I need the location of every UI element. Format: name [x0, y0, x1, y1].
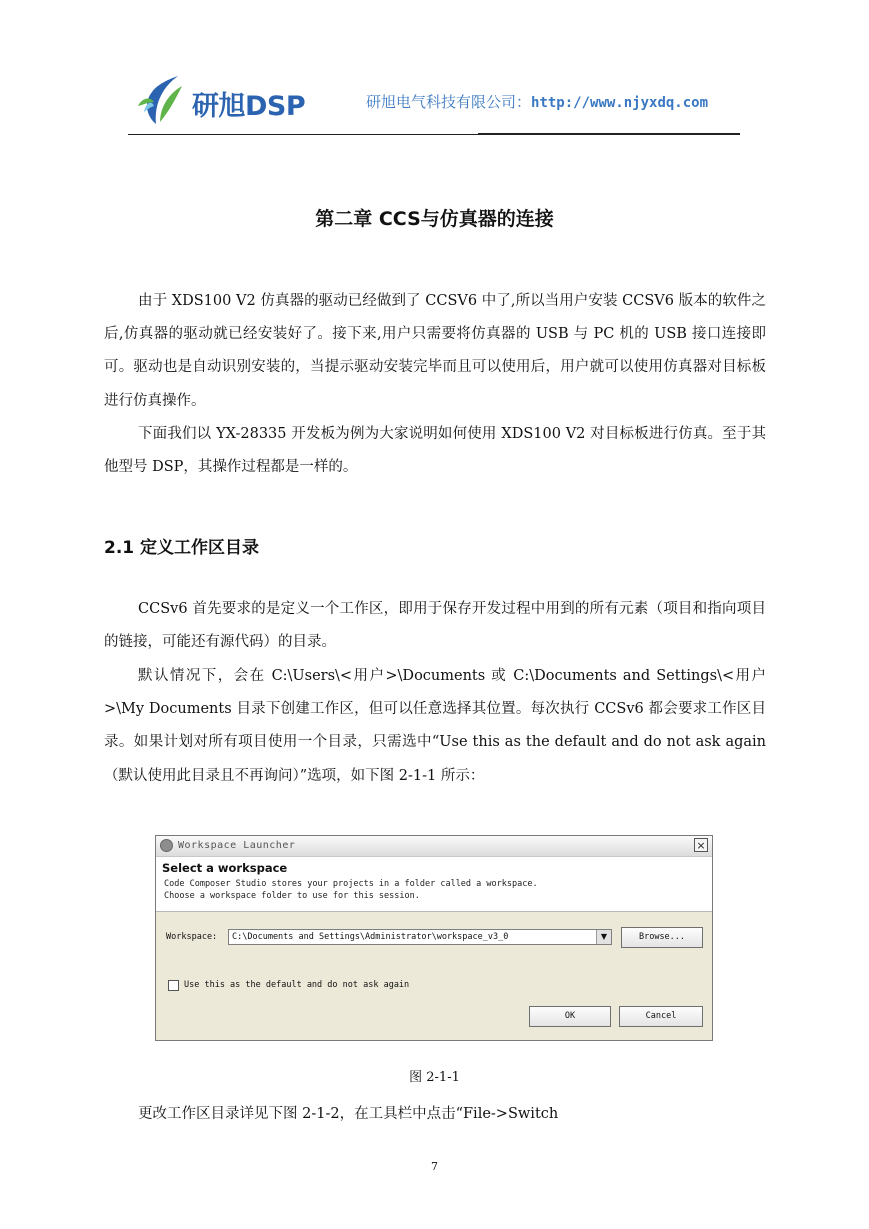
- workspace-launcher-dialog: [155, 835, 713, 1041]
- closing-paragraph: 更改工作区目录详见下图 2-1-2，在工具栏中点击“File->Switch: [138, 1106, 559, 1122]
- close-icon[interactable]: ×: [694, 838, 708, 852]
- app-icon: [160, 839, 173, 852]
- default-workspace-checkbox-label[interactable]: Use this as the default and do not ask again: [184, 980, 410, 990]
- logo: [134, 72, 324, 132]
- intro-paragraph-2: 下面我们以 YX-28335 开发板为例为大家说明如何使用 XDS100 V2 对目标板进行仿真。至于其他型号 DSP，其操作过程都是一样的。: [104, 426, 766, 476]
- dialog-description-line-2: Choose a workspace folder to use for this session.: [164, 890, 420, 901]
- browse-button[interactable]: Browse...: [621, 927, 703, 948]
- default-workspace-checkbox[interactable]: [168, 980, 179, 991]
- dialog-heading: Select a workspace: [162, 861, 288, 875]
- section-paragraph-2: 默认情况下，会在 C:\Users\<用户>\Documents 或 C:\Documents and Settings\<用户>\My Documents 目录下创建工作区，但可以任意选择其位置。每次执行 CCSv6 都会要求工作区目录。如果计划对所有项目使用一个目录，只需选中“Use this as the default and do not ask again（默认使用此目录且不再询问）”选项，如下图 2-1-1 所示：: [104, 668, 766, 784]
- company-info: [366, 91, 708, 112]
- page-number: 7: [431, 1160, 438, 1173]
- dialog-description-line-1: Code Composer Studio stores your projects in a folder called a workspace.: [164, 879, 538, 889]
- page-header: [128, 64, 740, 138]
- workspace-label: Workspace:: [166, 932, 218, 942]
- chapter-title: 第二章 CCS与仿真器的连接: [315, 208, 554, 230]
- logo-mark-icon: [134, 72, 190, 128]
- section-paragraph-1: CCSv6 首先要求的是定义一个工作区，即用于保存开发过程中用到的所有元素（项目和指向项目的链接，可能还有源代码）的目录。: [104, 601, 766, 651]
- cancel-button[interactable]: Cancel: [619, 1006, 703, 1027]
- company-name: 研旭电气科技有限公司：: [366, 93, 532, 111]
- intro-paragraph-1: 由于 XDS100 V2 仿真器的驱动已经做到了 CCSV6 中了,所以当用户安装 CCSV6 版本的软件之后,仿真器的驱动就已经安装好了。接下来,用户只需要将仿真器的 USB 与 PC 机的 USB 接口连接即可。驱动也是自动识别安装的，当提示驱动安装完毕而且可以使用后，用户就可以使用仿真器对目标板进行仿真操作。: [104, 293, 766, 409]
- logo-text: 研旭DSP: [192, 91, 306, 122]
- figure-caption: 图 2-1-1: [409, 1070, 460, 1085]
- ok-button[interactable]: OK: [529, 1006, 611, 1027]
- dialog-title: Workspace Launcher: [178, 840, 296, 851]
- dialog-banner: [156, 857, 712, 912]
- workspace-combobox[interactable]: [228, 929, 612, 945]
- workspace-path[interactable]: C:\Documents and Settings\Administrator\workspace_v3_0: [232, 932, 509, 942]
- section-heading: 2.1 定义工作区目录: [104, 538, 260, 558]
- chevron-down-icon[interactable]: ▼: [596, 930, 611, 944]
- dialog-description: [164, 879, 538, 902]
- company-url[interactable]: http://www.njyxdq.com: [531, 95, 709, 111]
- header-divider-thick: [478, 133, 740, 135]
- dialog-title-bar: [156, 836, 712, 857]
